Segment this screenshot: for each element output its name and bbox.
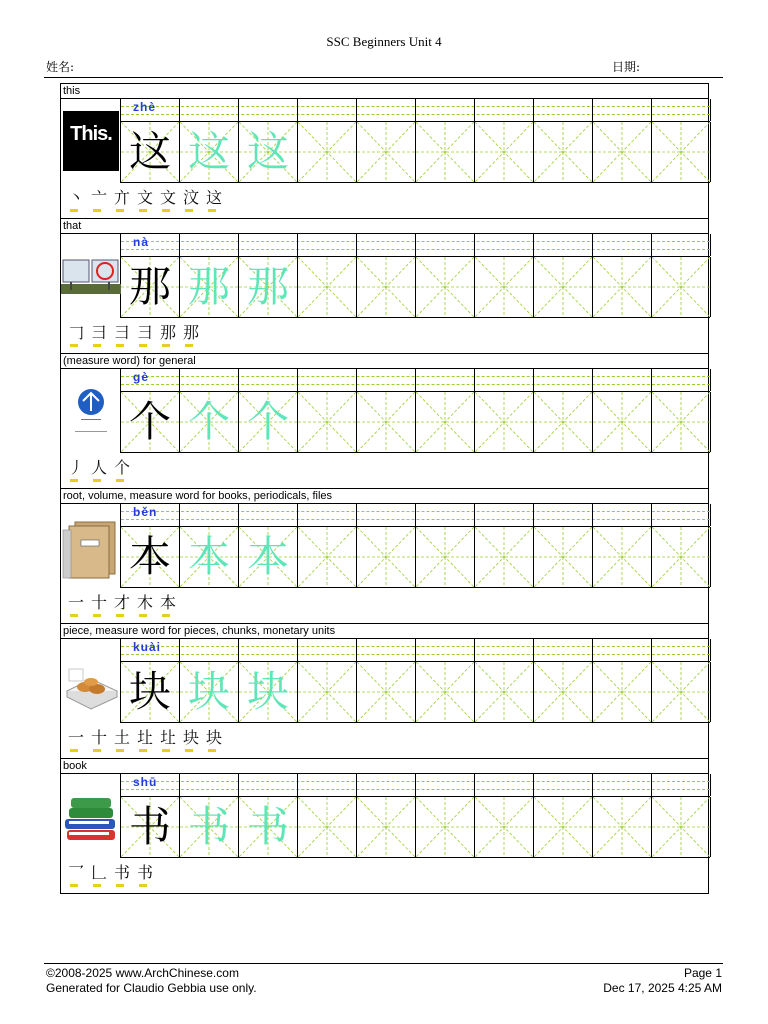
practice-guide-lines [298, 257, 356, 317]
pinyin-cell [593, 369, 652, 391]
pinyin-cell [652, 774, 711, 796]
trace-character-cell [239, 797, 298, 857]
practice-guide-lines [593, 122, 651, 182]
trace-character: 书 [187, 802, 230, 851]
trace-character: 那 [187, 262, 230, 311]
blank-practice-cell[interactable] [534, 257, 593, 317]
stroke-order-row [61, 454, 708, 484]
blank-practice-cell[interactable] [298, 122, 357, 182]
pinyin-cell [416, 369, 475, 391]
pinyin-row [121, 639, 710, 662]
pinyin-cell [652, 234, 711, 256]
stroke-step: 汶 [180, 186, 202, 210]
pinyin-cell [416, 639, 475, 661]
practice-grid [121, 662, 710, 723]
pinyin-cell [593, 504, 652, 526]
pinyin-cell [652, 504, 711, 526]
pinyin-cell [534, 99, 593, 121]
stroke-step: 𠃌 [65, 321, 87, 345]
picture-box [61, 369, 121, 453]
practice-guide-lines [416, 257, 474, 317]
blank-practice-cell[interactable] [416, 662, 475, 722]
practice-guide-lines [534, 392, 592, 452]
blank-practice-cell[interactable] [357, 392, 416, 452]
pinyin-cell [298, 504, 357, 526]
blank-practice-cell[interactable] [534, 392, 593, 452]
pinyin-cell [180, 234, 239, 256]
trace-character: 个 [246, 397, 289, 446]
practice-guide-lines [298, 527, 356, 587]
blank-practice-cell[interactable] [534, 527, 593, 587]
pinyin-cell [239, 99, 298, 121]
stroke-order-row [61, 589, 708, 619]
pinyin-text: gè [133, 370, 150, 384]
blank-practice-cell[interactable] [534, 662, 593, 722]
pinyin-text: shū [133, 775, 158, 789]
generated-for-text: Generated for Claudio Gebbia use only. [46, 981, 257, 995]
trace-character: 块 [187, 667, 230, 716]
pinyin-cell [475, 639, 534, 661]
practice-guide-lines [593, 662, 651, 722]
trace-character: 本 [187, 532, 230, 581]
practice-guide-lines [652, 797, 710, 857]
model-character: 本 [128, 532, 171, 581]
stroke-step: 彐 [88, 321, 110, 345]
character-entry [60, 218, 709, 354]
trace-character-cell [180, 797, 239, 857]
blank-practice-cell[interactable] [534, 797, 593, 857]
stroke-step: 十 [88, 591, 110, 615]
practice-guide-lines [416, 662, 474, 722]
model-character-cell [121, 392, 180, 452]
trace-character-cell [239, 392, 298, 452]
practice-grid [121, 797, 710, 858]
blank-practice-cell[interactable] [475, 527, 534, 587]
pinyin-cell [357, 504, 416, 526]
practice-guide-lines [593, 797, 651, 857]
copyright-text: ©2008-2025 www.ArchChinese.com [46, 966, 239, 980]
pinyin-cell [652, 369, 711, 391]
header-divider [44, 77, 723, 78]
pinyin-cell [534, 504, 593, 526]
trace-character: 这 [187, 127, 230, 176]
stroke-order-row [61, 184, 708, 214]
stroke-step: 圵 [157, 726, 179, 750]
practice-guide-lines [357, 392, 415, 452]
pinyin-cell [357, 774, 416, 796]
practice-guide-lines [652, 527, 710, 587]
stroke-step: 十 [88, 726, 110, 750]
stroke-order-row [61, 724, 708, 754]
meaning-label: piece, measure word for pieces, chunks, monetary units [61, 624, 708, 639]
stroke-step: 文 [157, 186, 179, 210]
pinyin-row [121, 774, 710, 797]
pinyin-cell [593, 234, 652, 256]
practice-guide-lines [298, 122, 356, 182]
trace-character-cell [180, 527, 239, 587]
blank-practice-cell[interactable] [593, 257, 652, 317]
trace-character: 块 [246, 667, 289, 716]
practice-guide-lines [298, 662, 356, 722]
stroke-step: 彐 [111, 321, 133, 345]
pinyin-cell [416, 504, 475, 526]
blank-practice-cell[interactable] [652, 662, 711, 722]
stroke-step: 块 [180, 726, 202, 750]
pinyin-cell [357, 369, 416, 391]
date-label: 日期: [612, 60, 641, 74]
stroke-step: 亠 [88, 186, 110, 210]
blank-practice-cell[interactable] [475, 257, 534, 317]
footer-divider [44, 963, 723, 964]
practice-guide-lines [416, 527, 474, 587]
pinyin-cell [121, 234, 180, 256]
model-character: 这 [128, 127, 171, 176]
stroke-step: 丶 [65, 186, 87, 210]
pinyin-cell [357, 99, 416, 121]
practice-guide-lines [534, 257, 592, 317]
blank-practice-cell[interactable] [593, 392, 652, 452]
practice-guide-lines [534, 122, 592, 182]
blank-practice-cell[interactable] [593, 122, 652, 182]
pinyin-cell [239, 369, 298, 391]
trace-character-cell [180, 122, 239, 182]
model-character-cell [121, 257, 180, 317]
trace-character-cell [239, 662, 298, 722]
stroke-step: 那 [157, 321, 179, 345]
pinyin-cell [180, 774, 239, 796]
pinyin-cell [416, 774, 475, 796]
pinyin-cell [593, 99, 652, 121]
practice-guide-lines [475, 527, 533, 587]
practice-guide-lines [357, 797, 415, 857]
blank-practice-cell[interactable] [475, 122, 534, 182]
model-character-cell [121, 122, 180, 182]
character-entry [60, 623, 709, 759]
meaning-label: book [61, 759, 708, 774]
books-folders-image [61, 504, 121, 588]
blank-practice-cell[interactable] [652, 797, 711, 857]
pinyin-cell [180, 369, 239, 391]
trace-character-cell [180, 392, 239, 452]
character-entry [60, 758, 709, 894]
blank-practice-cell[interactable] [416, 527, 475, 587]
pinyin-cell [593, 774, 652, 796]
pinyin-text: běn [133, 505, 158, 519]
pinyin-cell [534, 774, 593, 796]
practice-grid [121, 122, 710, 183]
picture-box [61, 234, 121, 318]
stroke-step: 块 [203, 726, 225, 750]
practice-guide-lines [298, 392, 356, 452]
pinyin-cell [416, 99, 475, 121]
pinyin-cell [298, 99, 357, 121]
meaning-label: this [61, 84, 708, 99]
pinyin-row [121, 234, 710, 257]
pinyin-cell [239, 774, 298, 796]
practice-guide-lines [534, 797, 592, 857]
pinyin-cell [652, 99, 711, 121]
pinyin-row [121, 504, 710, 527]
blank-practice-cell[interactable] [652, 392, 711, 452]
pinyin-cell [475, 369, 534, 391]
footer-right [603, 966, 722, 996]
pinyin-cell [298, 639, 357, 661]
blank-practice-cell[interactable] [475, 392, 534, 452]
stroke-step: 个 [111, 456, 133, 480]
practice-guide-lines [416, 122, 474, 182]
timestamp: Dec 17, 2025 4:25 AM [603, 981, 722, 995]
practice-guide-lines [357, 257, 415, 317]
pinyin-cell [180, 504, 239, 526]
practice-grid [121, 257, 710, 318]
stroke-step: 乛 [65, 861, 87, 885]
pinyin-cell [475, 774, 534, 796]
practice-guide-lines [534, 527, 592, 587]
pinyin-cell [357, 234, 416, 256]
blank-practice-cell[interactable] [652, 122, 711, 182]
stroke-step: 一 [65, 726, 87, 750]
pinyin-cell [298, 234, 357, 256]
pinyin-cell [534, 639, 593, 661]
pinyin-cell [475, 234, 534, 256]
picture-box [61, 639, 121, 723]
picture-box [61, 774, 121, 858]
trace-character: 书 [246, 802, 289, 851]
stroke-step: 圵 [134, 726, 156, 750]
picture-box [61, 99, 121, 183]
practice-guide-lines [357, 122, 415, 182]
stroke-step: 亣 [111, 186, 133, 210]
pinyin-text: nà [133, 235, 150, 249]
trace-character: 这 [246, 127, 289, 176]
practice-guide-lines [475, 797, 533, 857]
blank-practice-cell[interactable] [652, 527, 711, 587]
pinyin-text: zhè [133, 100, 157, 114]
pinyin-cell [298, 369, 357, 391]
practice-guide-lines [475, 662, 533, 722]
practice-guide-lines [652, 392, 710, 452]
meaning-label: (measure word) for general [61, 354, 708, 369]
blank-practice-cell[interactable] [357, 797, 416, 857]
pinyin-cell [416, 234, 475, 256]
stroke-step: 这 [203, 186, 225, 210]
practice-guide-lines [475, 122, 533, 182]
stroke-step: 彐 [134, 321, 156, 345]
trace-character-cell [239, 527, 298, 587]
practice-grid [121, 392, 710, 453]
blank-practice-cell[interactable] [416, 797, 475, 857]
practice-guide-lines [416, 797, 474, 857]
bread-pieces-image [61, 639, 121, 723]
pinyin-cell [121, 369, 180, 391]
practice-guide-lines [298, 797, 356, 857]
stroke-step: 那 [180, 321, 202, 345]
blank-practice-cell[interactable] [298, 392, 357, 452]
pinyin-cell [239, 639, 298, 661]
stroke-step: 𠃊 [88, 861, 110, 885]
pinyin-cell [475, 99, 534, 121]
pinyin-cell [180, 99, 239, 121]
worksheet-title: SSC Beginners Unit 4 [326, 34, 442, 49]
blank-practice-cell[interactable] [416, 122, 475, 182]
ge-measure-word-icon [61, 369, 121, 453]
stroke-step: 木 [134, 591, 156, 615]
practice-guide-lines [652, 662, 710, 722]
practice-guide-lines [652, 257, 710, 317]
pinyin-cell [239, 504, 298, 526]
blank-practice-cell[interactable] [357, 122, 416, 182]
trace-character-cell [180, 662, 239, 722]
pinyin-cell [180, 639, 239, 661]
pinyin-text: kuài [133, 640, 162, 654]
blank-practice-cell[interactable] [534, 122, 593, 182]
pinyin-cell [534, 369, 593, 391]
model-character: 块 [128, 667, 171, 716]
trace-character: 个 [187, 397, 230, 446]
practice-guide-lines [593, 392, 651, 452]
model-character: 书 [128, 802, 171, 851]
practice-guide-lines [475, 392, 533, 452]
practice-guide-lines [357, 527, 415, 587]
page-number: Page 1 [683, 966, 722, 980]
practice-guide-lines [416, 392, 474, 452]
stroke-step: 一 [65, 591, 87, 615]
character-entry [60, 353, 709, 489]
stroke-step: 书 [134, 861, 156, 885]
stroke-step: 土 [111, 726, 133, 750]
blank-practice-cell[interactable] [593, 662, 652, 722]
practice-grid [121, 527, 710, 588]
model-character: 个 [128, 397, 171, 446]
character-entry [60, 488, 709, 624]
stroke-step: 丿 [65, 456, 87, 480]
blank-practice-cell[interactable] [475, 662, 534, 722]
stack-of-books-image [61, 774, 121, 858]
blank-practice-cell[interactable] [357, 527, 416, 587]
model-character-cell [121, 527, 180, 587]
pinyin-cell [593, 639, 652, 661]
practice-guide-lines [534, 662, 592, 722]
pinyin-row [121, 99, 710, 122]
meaning-label: that [61, 219, 708, 234]
model-character-cell [121, 662, 180, 722]
blank-practice-cell[interactable] [652, 257, 711, 317]
blank-practice-cell[interactable] [298, 662, 357, 722]
blank-practice-cell[interactable] [298, 797, 357, 857]
stroke-step: 文 [134, 186, 156, 210]
trace-character: 那 [246, 262, 289, 311]
blank-practice-cell[interactable] [357, 257, 416, 317]
pinyin-cell [534, 234, 593, 256]
trace-character-cell [239, 257, 298, 317]
blank-practice-cell[interactable] [593, 797, 652, 857]
footer-left [46, 966, 257, 996]
stroke-order-row [61, 319, 708, 349]
picture-caption: This. [70, 123, 112, 145]
practice-guide-lines [357, 662, 415, 722]
practice-guide-lines [593, 527, 651, 587]
pinyin-row [121, 369, 710, 392]
stroke-step: 书 [111, 861, 133, 885]
blank-practice-cell[interactable] [298, 257, 357, 317]
model-character: 那 [128, 262, 171, 311]
blank-practice-cell[interactable] [416, 257, 475, 317]
blank-practice-cell[interactable] [357, 662, 416, 722]
practice-guide-lines [652, 122, 710, 182]
practice-guide-lines [475, 257, 533, 317]
trace-character-cell [180, 257, 239, 317]
pinyin-cell [652, 639, 711, 661]
blank-practice-cell[interactable] [475, 797, 534, 857]
meaning-label: root, volume, measure word for books, periodicals, files [61, 489, 708, 504]
blank-practice-cell[interactable] [416, 392, 475, 452]
stroke-order-row [61, 859, 708, 889]
pinyin-cell [475, 504, 534, 526]
name-label: 姓名: [46, 60, 75, 74]
blank-practice-cell[interactable] [298, 527, 357, 587]
trace-character-cell [239, 122, 298, 182]
blank-practice-cell[interactable] [593, 527, 652, 587]
picture-box [61, 504, 121, 588]
stroke-step: 人 [88, 456, 110, 480]
pinyin-cell [298, 774, 357, 796]
pinyin-cell [239, 234, 298, 256]
stroke-step: 才 [111, 591, 133, 615]
practice-guide-lines [593, 257, 651, 317]
character-entry [60, 83, 709, 219]
model-character-cell [121, 797, 180, 857]
road-sign-image [61, 234, 121, 318]
trace-character: 本 [246, 532, 289, 581]
stroke-step: 本 [157, 591, 179, 615]
pinyin-cell [357, 639, 416, 661]
